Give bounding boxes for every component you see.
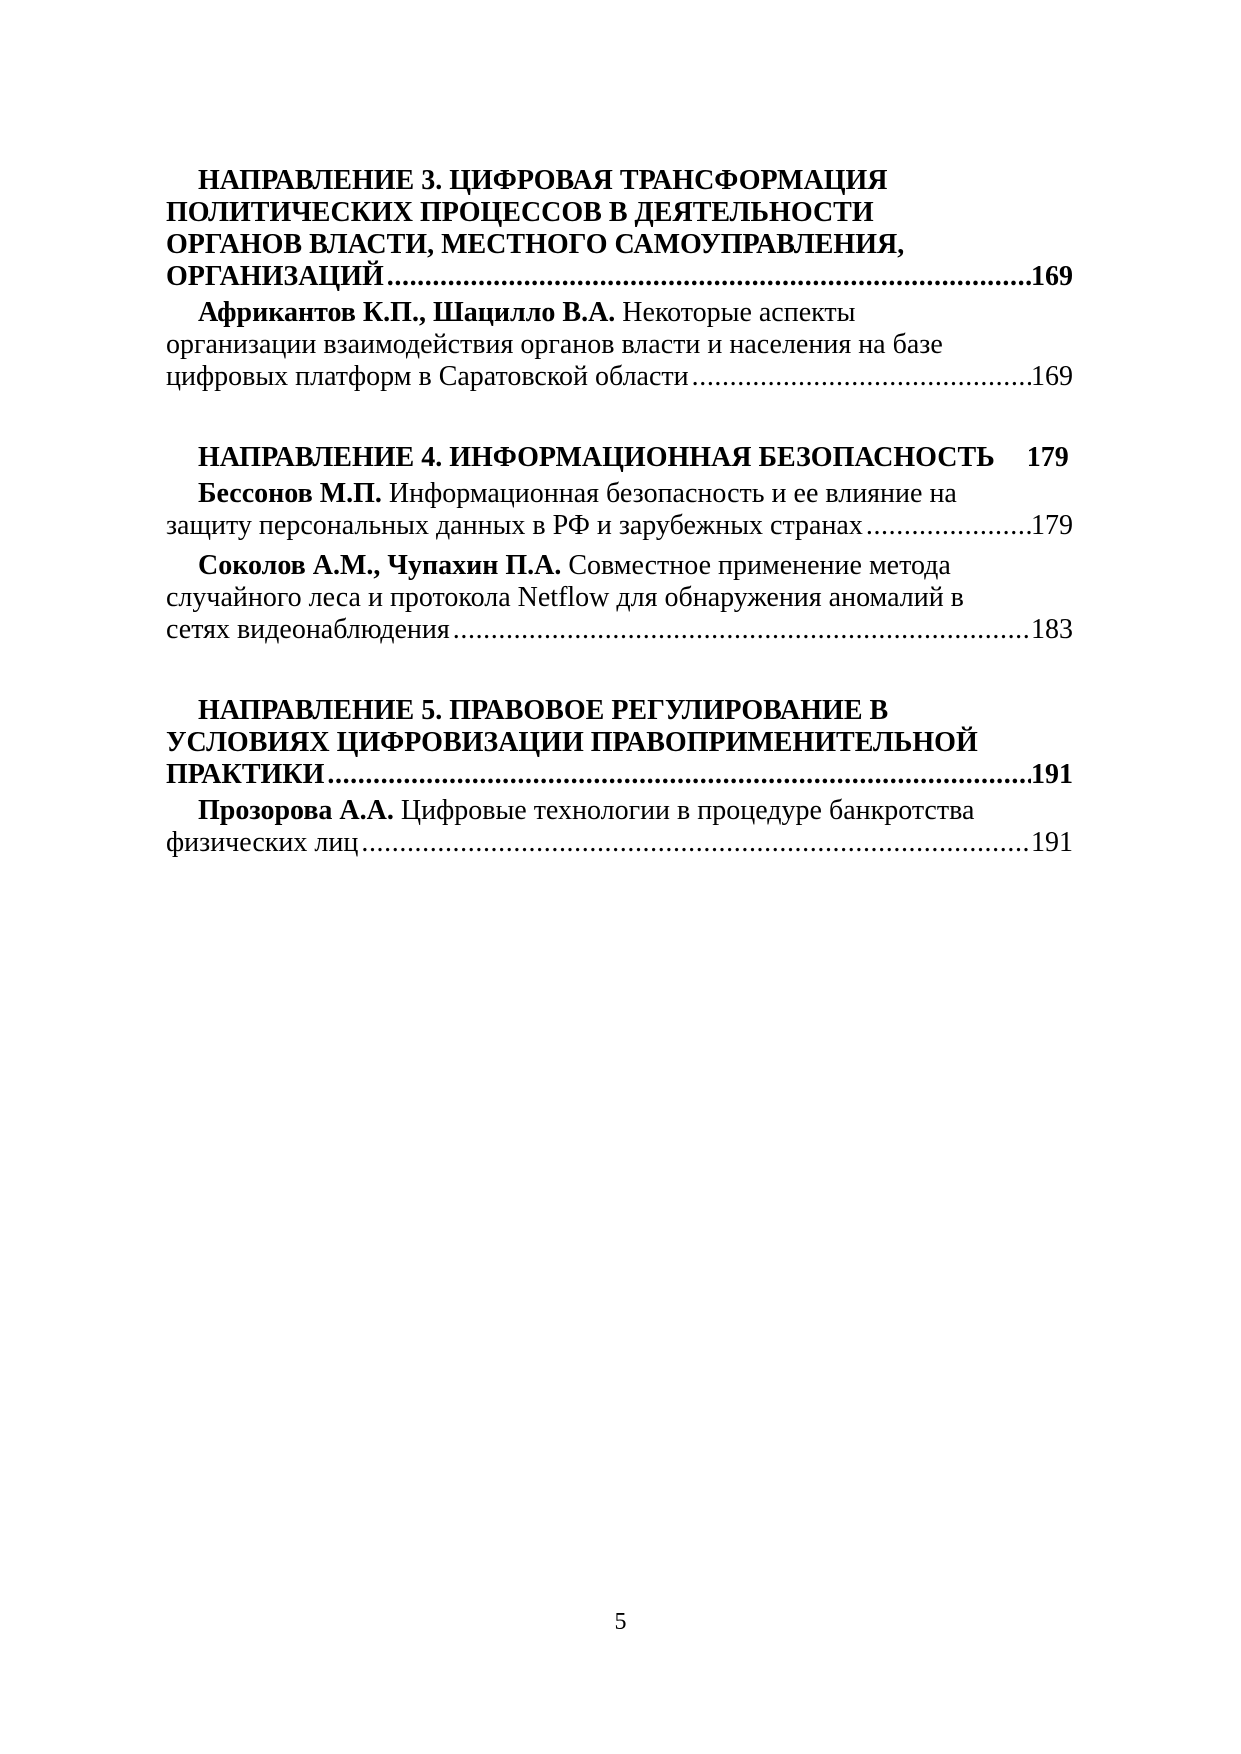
section-title-text: НАПРАВЛЕНИЕ 4. ИНФОРМАЦИОННАЯ БЕЗОПАСНОСТЬ [198,442,995,473]
table-of-contents [166,165,1073,908]
section-page-number: 179 [1026,442,1069,473]
entry-title-line: организации взаимодействия органов власти и населения на базе [166,329,943,360]
section-title-last-line [166,442,1073,474]
section-title-last-line [166,261,1073,293]
entry-title-end: физических лиц [166,827,359,858]
toc-section-5 [166,695,1073,859]
toc-section-3 [166,165,1073,393]
entry-last-line [166,510,1073,542]
section-title-text: ОРГАНИЗАЦИЙ [166,261,384,292]
entry-first-line [166,795,1073,827]
section-title-line: ПОЛИТИЧЕСКИХ ПРОЦЕССОВ В ДЕЯТЕЛЬНОСТИ [166,197,874,228]
dot-leader [692,361,1031,393]
section-title-line: НАПРАВЛЕНИЕ 5. ПРАВОВОЕ РЕГУЛИРОВАНИЕ В [198,695,889,726]
section-title-line: ОРГАНОВ ВЛАСТИ, МЕСТНОГО САМОУПРАВЛЕНИЯ, [166,229,905,260]
page-number: 5 [614,1609,627,1635]
entry-authors: Бессонов М.П. [198,478,382,509]
section-page-number: 191 [1031,759,1073,790]
entry-title-start: Информационная безопасность и ее влияние на [381,478,957,509]
toc-entry [166,795,1073,859]
dot-leader [327,759,1031,791]
section-title [166,165,1073,293]
entry-authors: Прозорова А.А. [198,795,394,826]
entry-last-line [166,614,1073,646]
entry-page-number: 169 [1031,361,1073,392]
dot-leader [361,827,1031,859]
section-title-line: УСЛОВИЯХ ЦИФРОВИЗАЦИИ ПРАВОПРИМЕНИТЕЛЬНОЙ [166,727,978,758]
entry-title-end: сетях видеонаблюдения [166,614,450,645]
toc-entry [166,478,1073,542]
toc-entry [166,550,1073,646]
entry-last-line [166,827,1073,859]
section-title-text: ПРАКТИКИ [166,759,325,790]
entry-first-line [166,550,1073,582]
entry-title-end: защиту персональных данных в РФ и зарубежных странах [166,510,863,541]
entry-authors: Африкантов К.П., Шацилло В.А. [198,297,616,328]
section-title-line: НАПРАВЛЕНИЕ 3. ЦИФРОВАЯ ТРАНСФОРМАЦИЯ [198,165,888,196]
dot-leader [453,614,1031,646]
entry-first-line [166,478,1073,510]
section-title [166,695,1073,791]
dot-leader [866,510,1031,542]
dot-leader [387,261,1031,293]
entry-first-line [166,297,1073,329]
entry-title-start: Некоторые аспекты [615,297,856,328]
entry-title-start: Совместное применение метода [561,550,951,581]
toc-entry [166,297,1073,393]
entry-last-line [166,361,1073,393]
entry-page-number: 183 [1031,614,1073,645]
entry-title-end: цифровых платформ в Саратовской области [166,361,689,392]
section-page-number: 169 [1031,261,1073,292]
entry-page-number: 179 [1031,510,1073,541]
section-title-last-line [166,759,1073,791]
entry-title-line: случайного леса и протокола Netflow для обнаружения аномалий в [166,582,964,613]
entry-page-number: 191 [1031,827,1073,858]
section-title [166,442,1073,474]
entry-title-start: Цифровые технологии в процедуре банкротства [393,795,975,826]
entry-authors: Соколов А.М., Чупахин П.А. [198,550,562,581]
toc-section-4 [166,442,1073,646]
